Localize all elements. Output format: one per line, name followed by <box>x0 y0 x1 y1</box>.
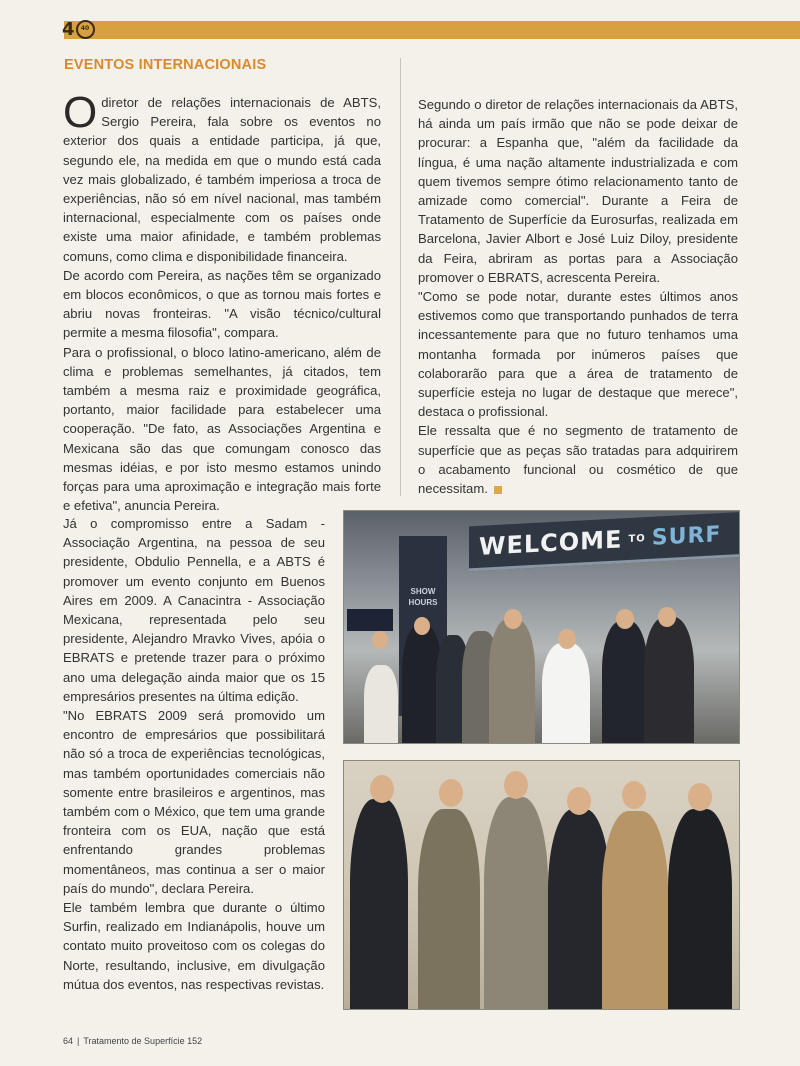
person <box>548 809 610 1009</box>
article-paragraph: Já o compromisso entre a Sadam - Associação Argentina, na pessoa de seu presidente, Obdulio Pennella, e a ABTS é promover um evento conjunto em Buenos Aires em 2009. A Canacintra - Associação Mexicana, representada pelo seu presidente, Alejandro Mravko Vives, apóia o EBRATS e pretende trazer para o próximo ano uma delegação ainda maior que os 15 empresários presentes na última edição. <box>63 516 325 704</box>
person <box>542 643 590 743</box>
show-hours-sign: SHOW HOURS <box>399 536 447 716</box>
column-divider <box>400 58 401 496</box>
person <box>489 619 535 743</box>
person <box>644 617 694 743</box>
face <box>370 775 394 803</box>
person <box>668 809 732 1009</box>
face <box>558 629 576 649</box>
publication-logo <box>62 18 95 40</box>
person <box>602 811 668 1009</box>
face <box>688 783 712 811</box>
article-paragraph: Odiretor de relações internacionais de ABTS, Sergio Pereira, fala sobre os eventos no exterior dos quais a entidade participa, já que, segundo ele, na medida em que o mundo está cada vez mais globalizado, é também imperiosa a troca de experiências, não só em nível nacional, mas também internacional, especialmente com os países onde existe uma maior afinidade, e também problemas comuns, como clima e disponibilidade financeira. <box>63 88 381 264</box>
face <box>504 609 522 629</box>
person <box>364 665 398 743</box>
article-paragraph: Ele também lembra que durante o último Surfin, realizado em Indianápolis, houve um contato muito proveitoso com os colegas do Norte, resultando, inclusive, em divulgação mútua dos eventos, nas respectivas revistas. <box>63 900 325 992</box>
face <box>616 609 634 629</box>
article-paragraph: "No EBRATS 2009 será promovido um encontro de empresários que possibilitará não só a troca de experiências tecnológicas, mas também oportunidades comerciais não somente entre brasileiros e argentinos, mas também com o México, que tem uma grande fronteira com os EUA, nação que está enfrentando grandes problemas momentâneos, mas continua a ser o maior país do mundo", declara Pereira. <box>63 708 325 896</box>
page-number: 64 <box>63 1036 74 1046</box>
face <box>439 779 463 807</box>
person <box>484 797 548 1009</box>
face <box>622 781 646 809</box>
logo-number: 4 <box>62 18 75 40</box>
publication-name: Tratamento de Superfície 152 <box>83 1036 203 1046</box>
person <box>418 809 480 1009</box>
person <box>350 799 408 1009</box>
face <box>504 771 528 799</box>
article-column-left <box>63 88 381 515</box>
face <box>658 607 676 627</box>
drop-cap: O <box>63 88 98 137</box>
article-column-right <box>418 95 738 498</box>
section-title: EVENTOS INTERNACIONAIS <box>64 57 267 73</box>
article-paragraph: Ele ressalta que é no segmento de tratamento de superfície que as peças são tratadas para adquirirem o acabamento funcional ou cosmético de que necessitam. <box>418 423 738 497</box>
header-accent-bar <box>62 18 800 40</box>
article-paragraph: Para o profissional, o bloco latino-americano, além de clima e problemas semelhantes, já citados, tem também a mesma raiz e proximidade geográfica, portanto, maior facilidade para estabelecer uma cooperação. "De fato, as Associações Argentina e Mexicana são das que comungam conosco das mesmas idéias, e por isto mesmo estamos unindo forças para uma aproximação e integração mais forte e efetiva", anuncia Pereira. <box>63 344 381 514</box>
booth-sign <box>347 609 393 631</box>
face <box>414 617 430 635</box>
article-paragraph: "Como se pode notar, durante estes últimos anos estivemos como que transportando punhados de terra incessantemente para que no futuro tenhamos uma montanha formada por inúmeros países que colaborarão para que a área de tratamento de superfície esteja no lugar de destaque que merece", destaca o profissional. <box>418 289 738 420</box>
article-column-left-narrow <box>63 514 325 994</box>
photo-trade-show-group <box>343 510 740 744</box>
face <box>567 787 591 815</box>
article-paragraph: De acordo com Pereira, as nações têm se organizado em blocos econômicos, o que as tornou mais fortes e abriu novas fronteiras. "A visão técnico/cultural permite a mesma filosofia", compara. <box>63 267 381 341</box>
face <box>372 631 388 649</box>
end-of-article-icon <box>494 486 502 494</box>
article-paragraph: Segundo o diretor de relações internacionais da ABTS, há ainda um país irmão que não se pode deixar de procurar: a Espanha que, "além da facilidade da língua, é uma nação altamente industrializada e com quem tivemos sempre ótimo relacionamento tanto de amizade como comercial". Durante a Feira de Tratamento de Superfície da Eurosurfas, realizada em Barcelona, Javier Albort e José Luiz Diloy, presidente da Feira, abriram as portas para a Associação promover o EBRATS, acrescenta Pereira. <box>418 97 738 285</box>
welcome-banner: WELCOME TO SURF <box>469 512 740 572</box>
logo-badge-icon: 40 <box>76 20 95 39</box>
page-footer: 64 | Tratamento de Superfície 152 <box>63 1036 203 1046</box>
person <box>602 621 648 743</box>
photo-formal-group <box>343 760 740 1010</box>
